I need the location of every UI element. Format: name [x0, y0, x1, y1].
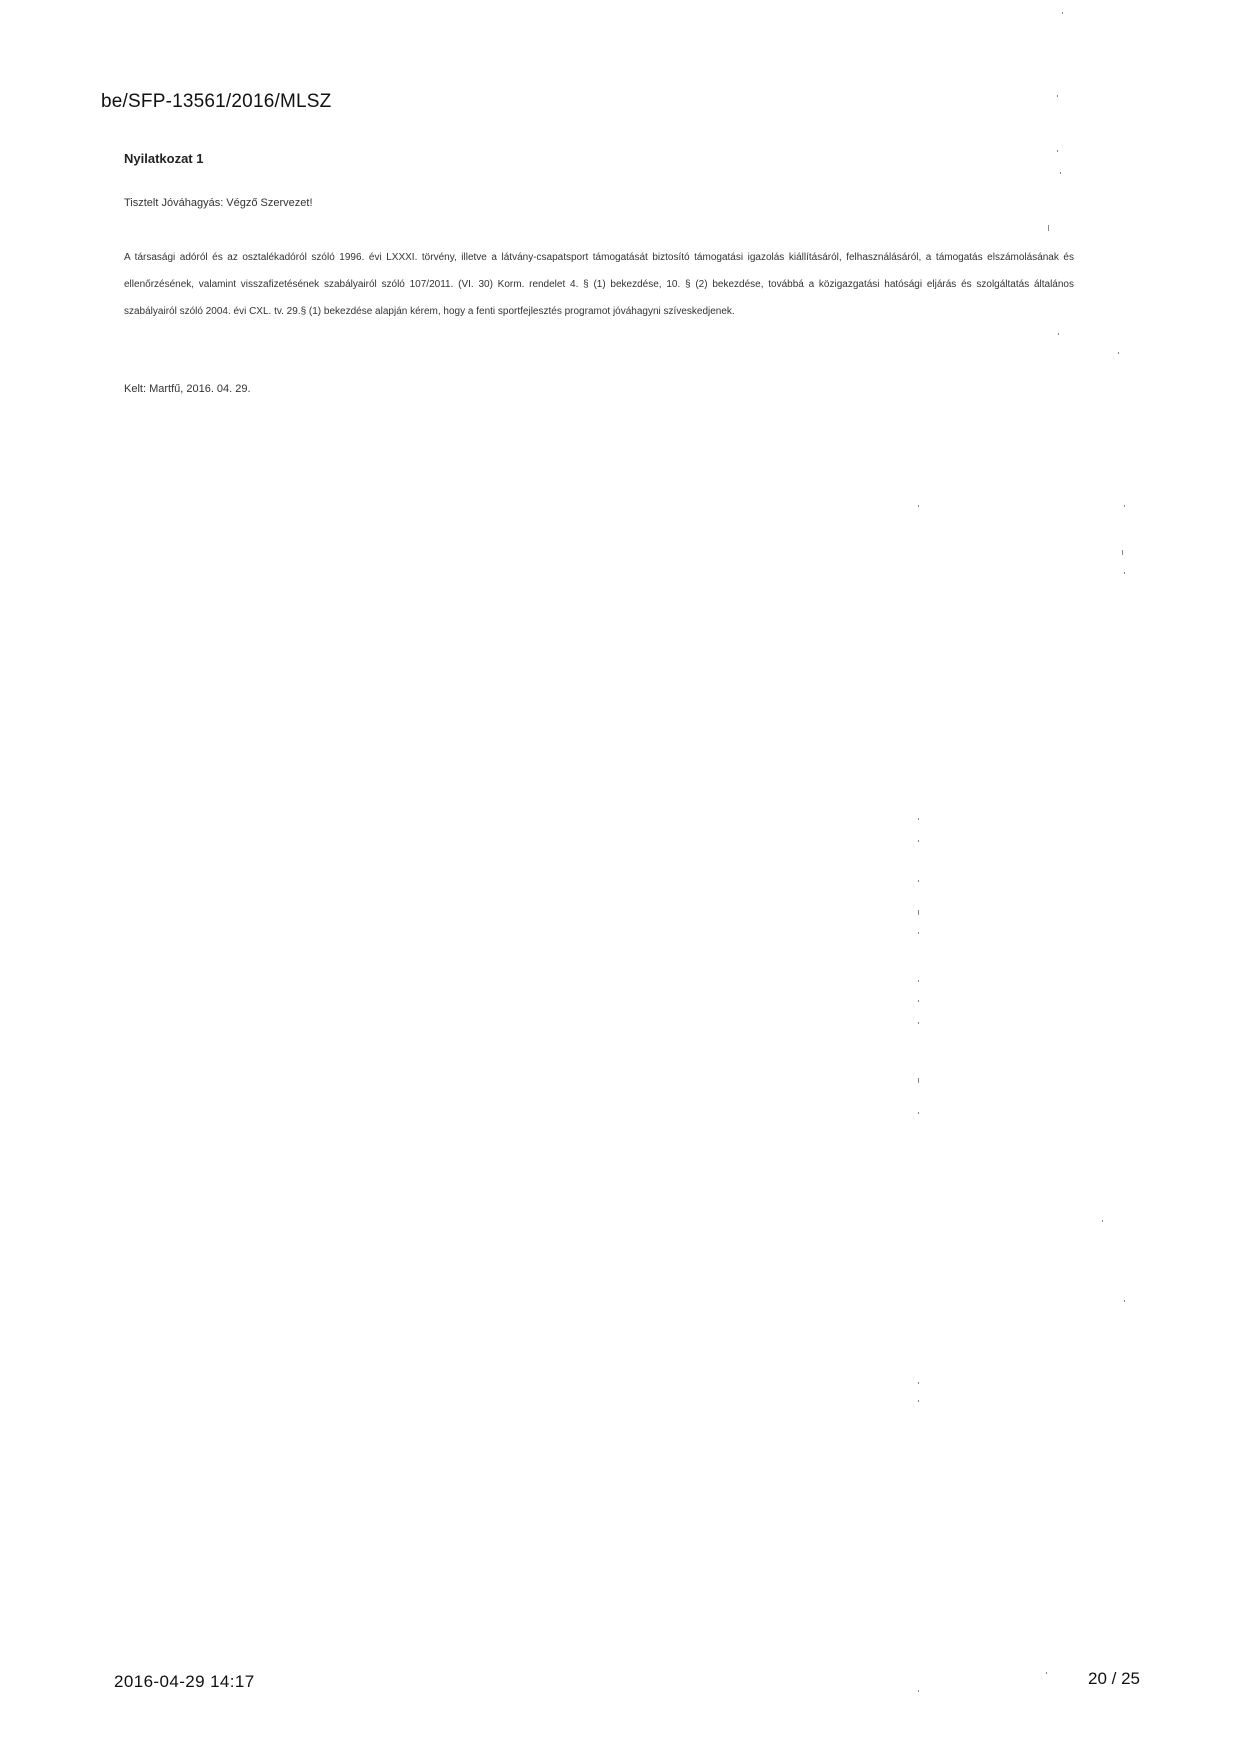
scan-speck	[918, 505, 919, 507]
footer-timestamp: 2016-04-29 14:17	[114, 1672, 255, 1691]
scan-speck	[918, 1382, 919, 1384]
scan-speck	[918, 880, 919, 882]
scan-speck	[918, 1022, 919, 1024]
scan-speck	[918, 1000, 919, 1002]
scan-speck	[918, 1112, 919, 1114]
scan-speck	[1046, 1672, 1047, 1674]
scan-speck	[918, 1690, 919, 1692]
document-id: be/SFP-13561/2016/MLSZ	[101, 91, 332, 112]
scan-speck	[918, 910, 919, 915]
page-indicator: 20 / 25	[1088, 1669, 1140, 1688]
scan-speck	[918, 980, 919, 982]
scan-speck	[1124, 572, 1125, 574]
scan-speck	[1124, 505, 1125, 507]
scan-speck	[1102, 1220, 1103, 1222]
scan-speck	[1057, 150, 1058, 152]
salutation: Tisztelt Jóváhagyás: Végző Szervezet!	[124, 197, 313, 209]
scan-speck	[918, 840, 919, 842]
scan-speck	[1060, 172, 1061, 174]
scan-speck	[1057, 95, 1058, 97]
scan-speck	[1118, 352, 1119, 354]
dateline: Kelt: Martfű, 2016. 04. 29.	[124, 383, 251, 395]
scan-speck	[1058, 333, 1059, 335]
scan-speck	[918, 932, 919, 934]
scan-speck	[918, 818, 919, 820]
scan-speck	[918, 1078, 919, 1083]
declaration-title: Nyilatkozat 1	[124, 151, 204, 166]
scan-speck	[1062, 12, 1063, 14]
declaration-body: A társasági adóról és az osztalékadóról szóló 1996. évi LXXXI. törvény, illetve a látvány-csapatsport támogatását biztosító támogatási igazolás kiállításáról, felhasználásáról, a támogatás elszámolásának és ellenőrzésének, valamint visszafizetésének szabályairól szóló 107/2011. (VI. 30) Korm. rendelet 4. § (1) bekezdése, 10. § (2) bekezdése, továbbá a közigazgatási hatósági eljárás és szolgáltatás általános szabályairól szóló 2004. évi CXL. tv. 29.§ (1) bekezdése alapján kérem, hogy a fenti sportfejlesztés programot jóváhagyni szíveskedjenek.	[124, 252, 1074, 317]
scan-speck	[1124, 1300, 1125, 1302]
scan-speck	[918, 1400, 919, 1402]
scan-speck	[1048, 225, 1049, 231]
scan-speck	[1122, 550, 1123, 555]
